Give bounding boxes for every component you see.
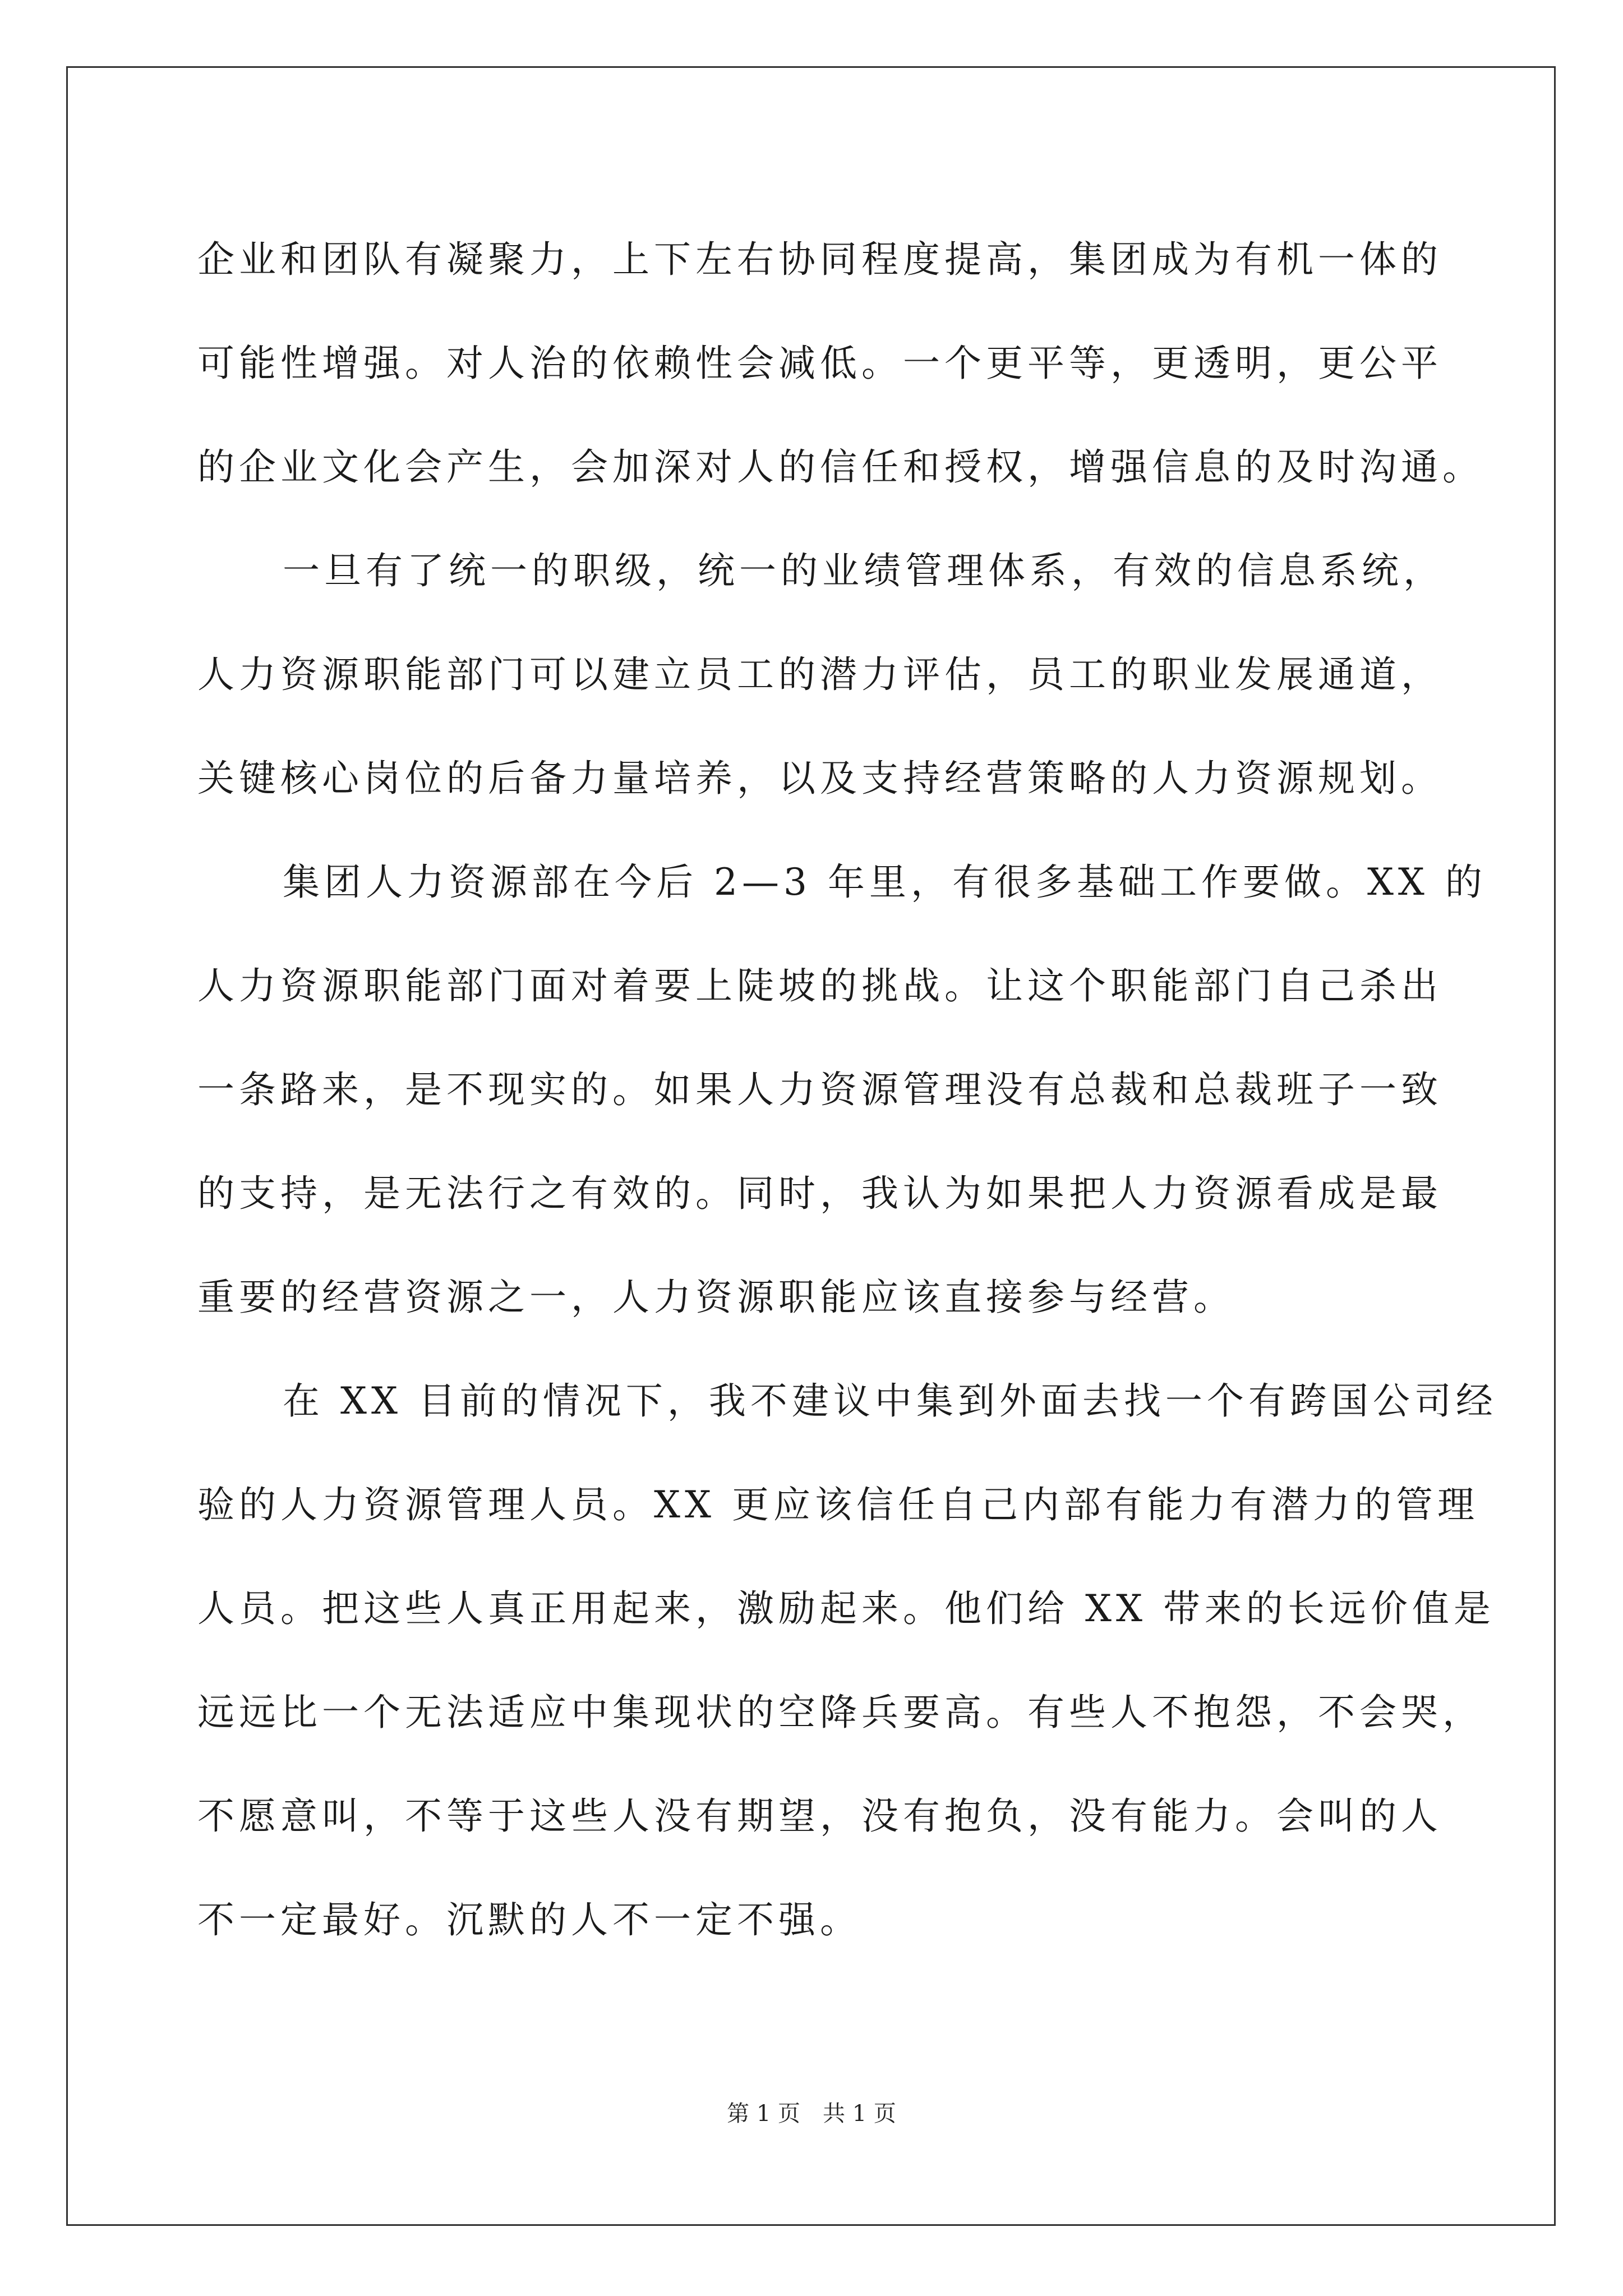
text-line-11: 重要的经营资源之一，人力资源职能应该直接参与经营。 [197,1276,1235,1319]
text-line-3: 的企业文化会产生，会加深对人的信任和授权，增强信息的及时沟通。 [197,445,1484,489]
text-line-13: 验的人力资源管理人员。XX 更应该信任自己内部有能力有潜力的管理 [197,1483,1479,1526]
text-line-8: 人力资源职能部门面对着要上陡坡的挑战。让这个职能部门自己杀出 [197,964,1442,1007]
document-body [197,208,1497,1972]
text-line-10: 的支持，是无法行之有效的。同时，我认为如果把人力资源看成是最 [197,1172,1442,1215]
text-line-5: 人力资源职能部门可以建立员工的潜力评估，员工的职业发展通道， [197,653,1442,696]
paragraph-start-line-12: 在 XX 目前的情况下，我不建议中集到外面去找一个有跨国公司经 [283,1379,1497,1423]
text-line-1: 企业和团队有凝聚力，上下左右协同程度提高，集团成为有机一体的 [197,238,1442,281]
page-number-footer: 第 1 页 共 1 页 [727,2101,896,2127]
text-line-9: 一条路来，是不现实的。如果人力资源管理没有总裁和总裁班子一致 [197,1068,1442,1111]
text-line-16: 不愿意叫，不等于这些人没有期望，没有抱负，没有能力。会叫的人 [197,1795,1442,1838]
text-line-6: 关键核心岗位的后备力量培养，以及支持经营策略的人力资源规划。 [197,757,1442,800]
text-line-2: 可能性增强。对人治的依赖性会减低。一个更平等，更透明，更公平 [197,342,1442,385]
paragraph-start-line-4: 一旦有了统一的职级，统一的业绩管理体系，有效的信息系统， [283,549,1445,592]
text-line-15: 远远比一个无法适应中集现状的空降兵要高。有些人不抱怨，不会哭， [197,1691,1484,1734]
text-line-17: 不一定最好。沉默的人不一定不强。 [197,1898,861,1941]
paragraph-start-line-7: 集团人力资源部在今后 2—3 年里，有很多基础工作要做。XX 的 [283,861,1487,904]
text-line-14: 人员。把这些人真正用起来，激励起来。他们给 XX 带来的长远价值是 [197,1587,1495,1630]
